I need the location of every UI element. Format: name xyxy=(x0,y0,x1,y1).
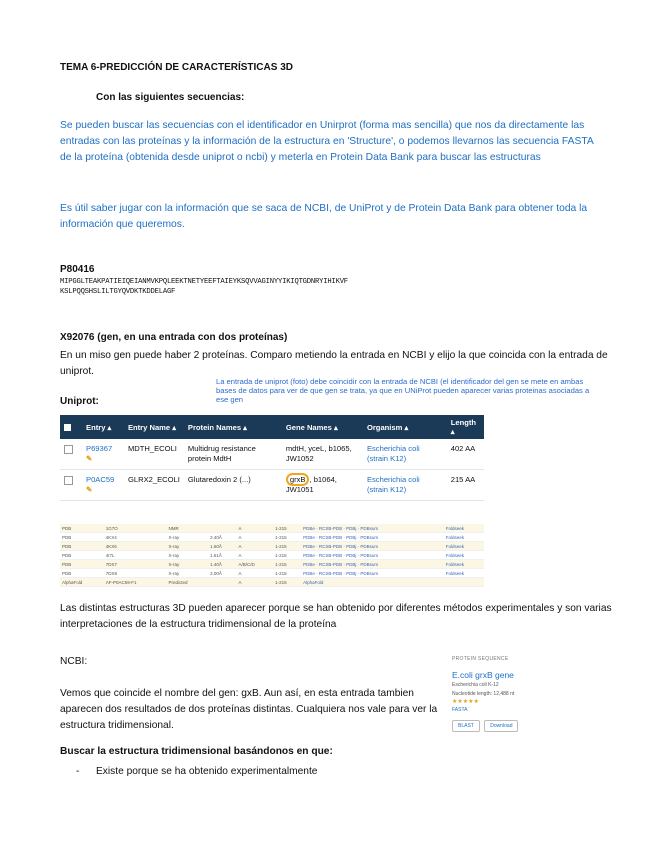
column-header-organism[interactable]: Organism ▴ xyxy=(363,415,447,439)
pdb-cell: PDB xyxy=(60,560,104,569)
pdb-cell: 7DX7 xyxy=(104,560,167,569)
pdb-cell: 2.00Å xyxy=(208,569,236,578)
pdb-cell xyxy=(208,578,236,587)
entry-link[interactable]: P69367 ✎ xyxy=(82,439,124,470)
sequence-line: MIPGGLTEAKPATIEIQEIANMVKPQLEEKTNETYEEFTAIEYKSQVVAGINYYIKIQTGDNRYIHIKVF xyxy=(60,278,348,286)
pdb-cell: Predicted xyxy=(167,578,209,587)
pdb-cell: A/B/C/D xyxy=(237,560,274,569)
pdb-cell: 1-215 xyxy=(273,542,301,551)
pdb-cell: 1-215 xyxy=(273,524,301,533)
pdb-cell[interactable]: Foldseek xyxy=(444,524,484,533)
entry-name-cell: GLRX2_ECOLI xyxy=(124,470,184,501)
pdb-cell: 1-215 xyxy=(273,533,301,542)
length-cell: 215 AA xyxy=(447,470,484,501)
pdb-cell: 4I7L xyxy=(104,551,167,560)
pdb-cell: PDB xyxy=(60,533,104,542)
table-row xyxy=(60,470,484,501)
pdb-cell[interactable]: PDBe · RCSB-PDB · PDBj · PDBsum xyxy=(301,542,444,551)
pdb-cell: 4KX6 xyxy=(104,542,167,551)
highlighted-gene: grxB xyxy=(286,473,310,486)
pdb-cell[interactable]: PDBe · RCSB-PDB · PDBj · PDBsum xyxy=(301,551,444,560)
protein-name-cell: Multidrug resistance protein MdtH xyxy=(184,439,282,470)
pdb-cell: A xyxy=(237,533,274,542)
card-gene-link[interactable]: E.coli grxB gene xyxy=(452,670,514,680)
pdb-cell[interactable]: Foldseek xyxy=(444,542,484,551)
buscar-heading: Buscar la estructura tridimensional basándonos en que: xyxy=(60,746,333,757)
reviewed-icon: ✎ xyxy=(86,454,93,463)
card-header: PROTEIN SEQUENCE xyxy=(452,656,509,662)
reviewed-icon: ✎ xyxy=(86,485,93,494)
intro-paragraph-2: Es útil saber jugar con la información que se saca de NCBI, de UniProt y de Protein Data Bank para obtener toda la información que queremos. xyxy=(60,203,588,230)
sequence-block xyxy=(60,277,620,297)
pdb-cell: X-ray xyxy=(167,533,209,542)
table-row xyxy=(60,533,484,542)
annotation-note: La entrada de uniprot (foto) debe coincidir con la entrada de NCBI (el identificador del gen se mete en ambas bases de datos para ver de que gen se trata, ya que en UNiProt pueden aparecer varias proteinas asociadas a ese gen xyxy=(216,377,590,404)
pdb-cell: A xyxy=(237,524,274,533)
x92076-heading: X92076 (gen, en una entrada con dos proteínas) xyxy=(60,332,288,343)
pdb-cell[interactable]: PDBe · RCSB-PDB · PDBj · PDBsum xyxy=(301,533,444,542)
table-row xyxy=(60,569,484,578)
intro-paragraph-1: Se pueden buscar las secuencias con el identificador en Unirprot (forma mas sencilla) que nos da directamente las entradas con las proteínas y la información de la estructura en 'Structure', o podemos llevarnos las secuencia FASTA de la proteína (obtenida desde uniprot o ncbi) y meterla en Protein Data Bank para buscar las estructuras xyxy=(60,120,594,163)
pdb-cell: PDB xyxy=(60,524,104,533)
pdb-cell: A xyxy=(237,578,274,587)
column-header-length[interactable]: Length ▴ xyxy=(447,415,484,439)
list-item: - Existe porque se ha obtenido experimentalmente xyxy=(76,766,318,777)
table-row xyxy=(60,542,484,551)
protein-name-cell: Glutaredoxin 2 (...) xyxy=(184,470,282,501)
pdb-cell: 1G7O xyxy=(104,524,167,533)
pdb-cell: 1-215 xyxy=(273,578,301,587)
pdb-cell: A xyxy=(237,569,274,578)
column-header-entry-name[interactable]: Entry Name ▴ xyxy=(124,415,184,439)
pdb-cell[interactable]: PDBe · RCSB-PDB · PDBj · PDBsum xyxy=(301,569,444,578)
pdb-cell: PDB xyxy=(60,542,104,551)
table-row xyxy=(60,578,484,587)
entry-name-cell: MDTH_ECOLI xyxy=(124,439,184,470)
pdb-cell: 1.60Å xyxy=(208,542,236,551)
accession-p80416: P80416 xyxy=(60,264,95,275)
pdb-cell: NMR xyxy=(167,524,209,533)
pdb-cell: X-ray xyxy=(167,569,209,578)
pdb-cell: 1-215 xyxy=(273,569,301,578)
sequence-line: KSLPQQSHSLILTGYQVDKTKDDELAGF xyxy=(60,288,176,296)
pdb-cell[interactable]: AlphaFold xyxy=(301,578,444,587)
uniprot-label: Uniprot: xyxy=(60,396,99,407)
card-fasta-link[interactable]: FASTA xyxy=(452,707,468,713)
pdb-cell: AlphaFold xyxy=(60,578,104,587)
pdb-cell: PDB xyxy=(60,551,104,560)
pdb-cell: 1-215 xyxy=(273,560,301,569)
pdb-cell: A xyxy=(237,542,274,551)
table-row xyxy=(60,439,484,470)
pdb-cell: X-ray xyxy=(167,551,209,560)
table-row xyxy=(60,551,484,560)
card-organism: Escherichia coli K-12 xyxy=(452,682,499,688)
download-button[interactable]: Download xyxy=(484,720,518,732)
ncbi-paragraph: Vemos que coincide el nombre del gen: gxB. Aun así, en esta entrada tambien aparecen dos resultados de dos proteínas distintas. Cualquiera nos vale para ver la estructura tridimensional. xyxy=(60,688,438,731)
organism-link[interactable]: Escherichia coli (strain K12) xyxy=(363,439,447,470)
pdb-structures-table xyxy=(60,524,484,587)
pdb-cell: X-ray xyxy=(167,542,209,551)
pdb-cell[interactable]: PDBe · RCSB-PDB · PDBj · PDBsum xyxy=(301,524,444,533)
section-subtitle: Con las siguientes secuencias: xyxy=(96,92,245,103)
card-length: Nucleotide length: 12,488 nt xyxy=(452,690,515,697)
table-row xyxy=(60,524,484,533)
column-header-protein-names[interactable]: Protein Names ▴ xyxy=(184,415,282,439)
pdb-cell: X-ray xyxy=(167,560,209,569)
length-cell: 402 AA xyxy=(447,439,484,470)
rating-stars-icon: ★★★★★ xyxy=(452,699,479,705)
organism-link[interactable]: Escherichia coli (strain K12) xyxy=(363,470,447,501)
entry-link[interactable]: P0AC59 ✎ xyxy=(82,470,124,501)
pdb-cell: 1.61Å xyxy=(208,551,236,560)
pdb-cell[interactable]: Foldseek xyxy=(444,533,484,542)
pdb-cell: 2.40Å xyxy=(208,533,236,542)
pdb-cell: PDB xyxy=(60,569,104,578)
pdb-cell: AF-P0AC59-F1 xyxy=(104,578,167,587)
gene-names-cell: mdtH, yceL, b1065, JW1052 xyxy=(282,439,363,470)
table-row xyxy=(60,560,484,569)
page-title: TEMA 6-PREDICCIÓN DE CARACTERÍSTICAS 3D xyxy=(60,62,293,73)
pdb-cell[interactable]: Foldseek xyxy=(444,551,484,560)
pdb-cell[interactable]: Foldseek xyxy=(444,569,484,578)
row-checkbox[interactable] xyxy=(60,470,82,501)
select-all-checkbox[interactable] xyxy=(60,415,82,439)
x92076-paragraph: En un miso gen puede haber 2 proteínas. Comparo metiendo la entrada en NCBI y elijo la que coincida con la entrada de uniprot. xyxy=(60,350,608,377)
pdb-cell xyxy=(208,524,236,533)
structures-paragraph: Las distintas estructuras 3D pueden aparecer porque se han obtenido por diferentes métodos experimentales y son varias interpretaciones de la estructura tridimensional de la proteína xyxy=(60,603,612,630)
pdb-cell[interactable]: PDBe · RCSB-PDB · PDBj · PDBsum xyxy=(301,560,444,569)
pdb-cell: 4KX4 xyxy=(104,533,167,542)
pdb-cell[interactable]: Foldseek xyxy=(444,560,484,569)
table-header-row xyxy=(60,415,484,439)
column-header-entry[interactable]: Entry ▴ xyxy=(82,415,124,439)
blast-button[interactable]: BLAST xyxy=(452,720,480,732)
pdb-cell: 1.40Å xyxy=(208,560,236,569)
pdb-cell: 1-215 xyxy=(273,551,301,560)
ncbi-gene-card xyxy=(452,656,562,754)
pdb-cell: 7DX8 xyxy=(104,569,167,578)
pdb-cell: A xyxy=(237,551,274,560)
ncbi-label: NCBI: xyxy=(60,656,88,667)
gene-names-cell: grxB , b1064, JW1051 xyxy=(282,470,363,501)
row-checkbox[interactable] xyxy=(60,439,82,470)
pdb-cell[interactable] xyxy=(444,578,484,587)
column-header-gene-names[interactable]: Gene Names ▴ xyxy=(282,415,363,439)
uniprot-results-table xyxy=(60,415,484,501)
